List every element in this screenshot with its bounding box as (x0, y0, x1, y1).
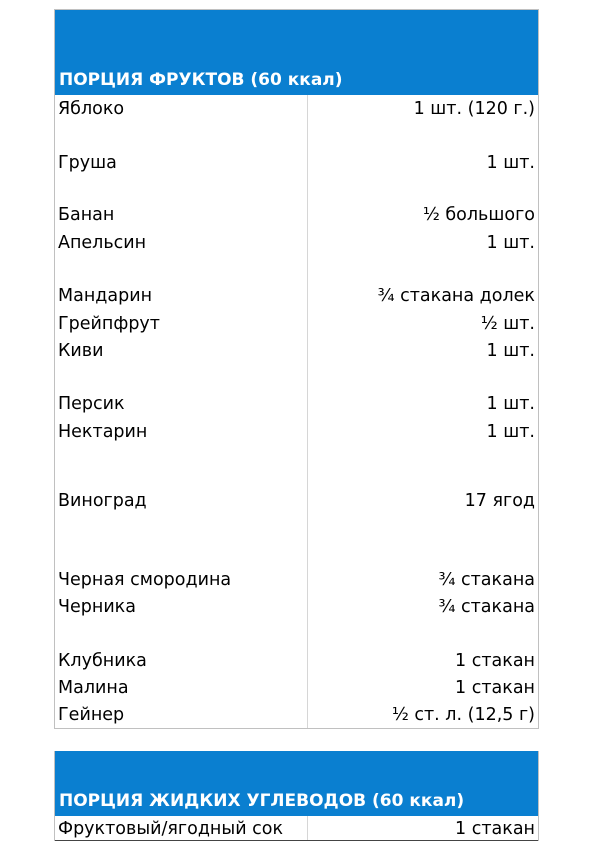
fruit-portion-section (54, 9, 539, 729)
item-name: Апельсин (58, 233, 147, 253)
item-name: Черная смородина (58, 570, 232, 590)
item-quantity: 1 стакан (455, 651, 535, 671)
table-bottom-border (55, 840, 538, 841)
table-row (55, 150, 538, 176)
item-quantity: 17 ягод (464, 491, 535, 511)
table-row (55, 816, 538, 842)
table-row (55, 202, 538, 228)
item-quantity: ½ большого (422, 205, 535, 225)
item-name: Гейнер (58, 705, 125, 725)
fruit-portion-header (55, 10, 538, 95)
item-quantity: 1 стакан (455, 819, 535, 839)
item-name: Черника (58, 597, 136, 617)
item-quantity: 1 шт. (486, 422, 535, 442)
item-name: Персик (58, 394, 125, 414)
item-name: Фруктовый/ягодный сок (58, 819, 284, 839)
item-name: Груша (58, 153, 117, 173)
liquid-carbs-header (55, 751, 538, 816)
table-row (55, 567, 538, 593)
table-row (55, 419, 538, 445)
item-name: Киви (58, 341, 104, 361)
table-row (55, 488, 538, 514)
item-name: Яблоко (58, 99, 125, 119)
table-row (55, 96, 538, 122)
item-name: Грейпфрут (58, 314, 160, 334)
table-row (55, 648, 538, 674)
table-row (55, 311, 538, 337)
liquid-carbs-section (54, 751, 539, 841)
table-row (55, 675, 538, 701)
table-row (55, 702, 538, 728)
item-name: Банан (58, 205, 115, 225)
item-name: Мандарин (58, 286, 153, 306)
item-quantity: ½ шт. (480, 314, 535, 334)
item-name: Клубника (58, 651, 147, 671)
item-quantity: 1 шт. (486, 153, 535, 173)
item-name: Виноград (58, 491, 147, 511)
item-quantity: 1 шт. (120 г.) (413, 99, 535, 119)
item-quantity: ¾ стакана (438, 570, 535, 590)
item-quantity: ½ ст. л. (12,5 г) (391, 705, 535, 725)
item-quantity: ¾ стакана долек (377, 286, 535, 306)
table-row (55, 594, 538, 620)
item-name: Нектарин (58, 422, 148, 442)
table-row (55, 283, 538, 309)
table-row (55, 230, 538, 256)
table-row (55, 391, 538, 417)
item-quantity: 1 шт. (486, 341, 535, 361)
table-row (55, 338, 538, 364)
item-quantity: 1 стакан (455, 678, 535, 698)
item-quantity: 1 шт. (486, 233, 535, 253)
fruit-portion-title: ПОРЦИЯ ФРУКТОВ (60 ккал) (59, 70, 343, 90)
item-quantity: ¾ стакана (438, 597, 535, 617)
item-quantity: 1 шт. (486, 394, 535, 414)
item-name: Малина (58, 678, 129, 698)
liquid-carbs-title: ПОРЦИЯ ЖИДКИХ УГЛЕВОДОВ (60 ккал) (59, 791, 465, 811)
